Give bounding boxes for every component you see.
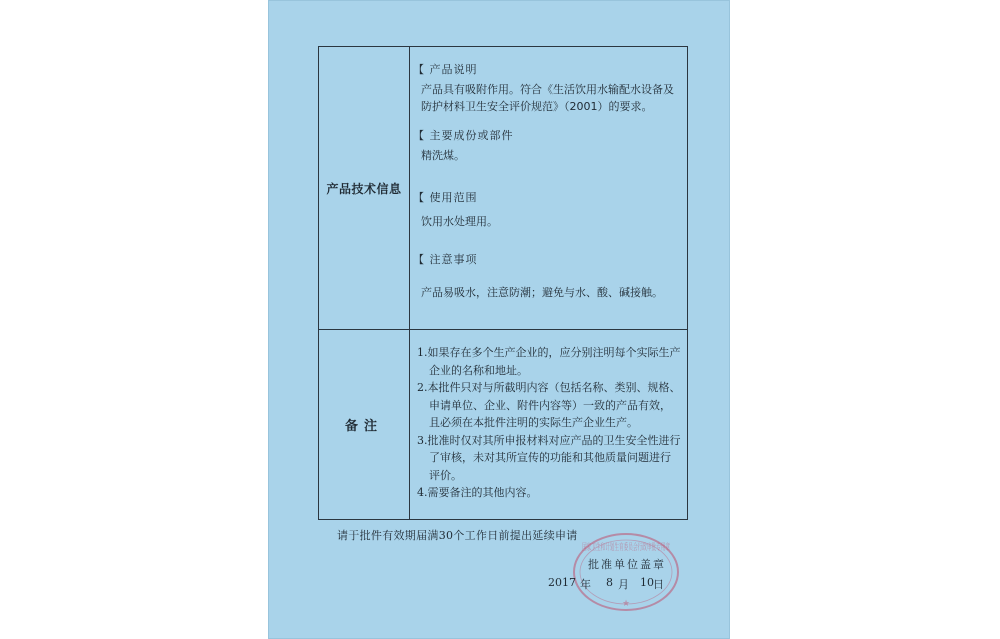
seal-text: 国家卫生和计划生育委员会行政审批专用章 — [582, 543, 754, 553]
date-day: 10 — [640, 576, 654, 589]
usage-text: 饮用水处理用。 — [421, 215, 498, 228]
usage-heading: 【 使用范围 — [413, 191, 478, 204]
date-year: 2017 — [548, 576, 576, 589]
tech-info-label: 产品技术信息 — [319, 47, 410, 329]
svg-text:★: ★ — [621, 599, 631, 609]
official-seal-icon — [570, 530, 754, 614]
notes-row — [319, 330, 687, 519]
cautions-text: 产品易吸水，注意防潮；避免与水、酸、碱接触。 — [421, 286, 663, 299]
note-item: 4.需要备注的其他内容。 — [417, 486, 538, 499]
tech-info-row — [319, 47, 687, 330]
date-month-unit: 月 — [618, 578, 629, 591]
note-item: 3.批准时仅对其所申报材料对应产品的卫生安全性进行了审核，未对其所宣传的功能和其他质量问题进行评价。 — [417, 433, 681, 482]
ingredients-text: 精洗煤。 — [421, 149, 465, 162]
product-desc-text: 产品具有吸附作用。符合《生活饮用水输配水设备及防护材料卫生安全评价规范》（2001）的要求。 — [421, 83, 674, 113]
product-desc-heading: 【 产品说明 — [413, 63, 478, 76]
notes-list — [417, 344, 681, 502]
notes-content — [409, 330, 687, 519]
date-month: 8 — [606, 576, 613, 589]
date-day-unit: 日 — [653, 578, 664, 591]
renewal-note: 请于批件有效期届满30个工作日前提出延续申请 — [337, 529, 578, 542]
approval-seal-label: 批准单位盖章 — [588, 558, 666, 571]
cautions-heading: 【 注意事项 — [413, 253, 478, 266]
date-year-unit: 年 — [580, 578, 591, 591]
notes-label: 备注 — [319, 330, 410, 519]
tech-info-content — [409, 47, 687, 329]
note-item: 1.如果存在多个生产企业的，应分别注明每个实际生产企业的名称和地址。 — [417, 346, 681, 377]
approval-form-table — [318, 46, 688, 520]
note-item: 2.本批件只对与所截明内容（包括名称、类别、规格、申请单位、企业、附件内容等）一致的产品有效，且必须在本批件注明的实际生产企业生产。 — [417, 381, 681, 429]
ingredients-heading: 【 主要成份或部件 — [413, 129, 514, 142]
